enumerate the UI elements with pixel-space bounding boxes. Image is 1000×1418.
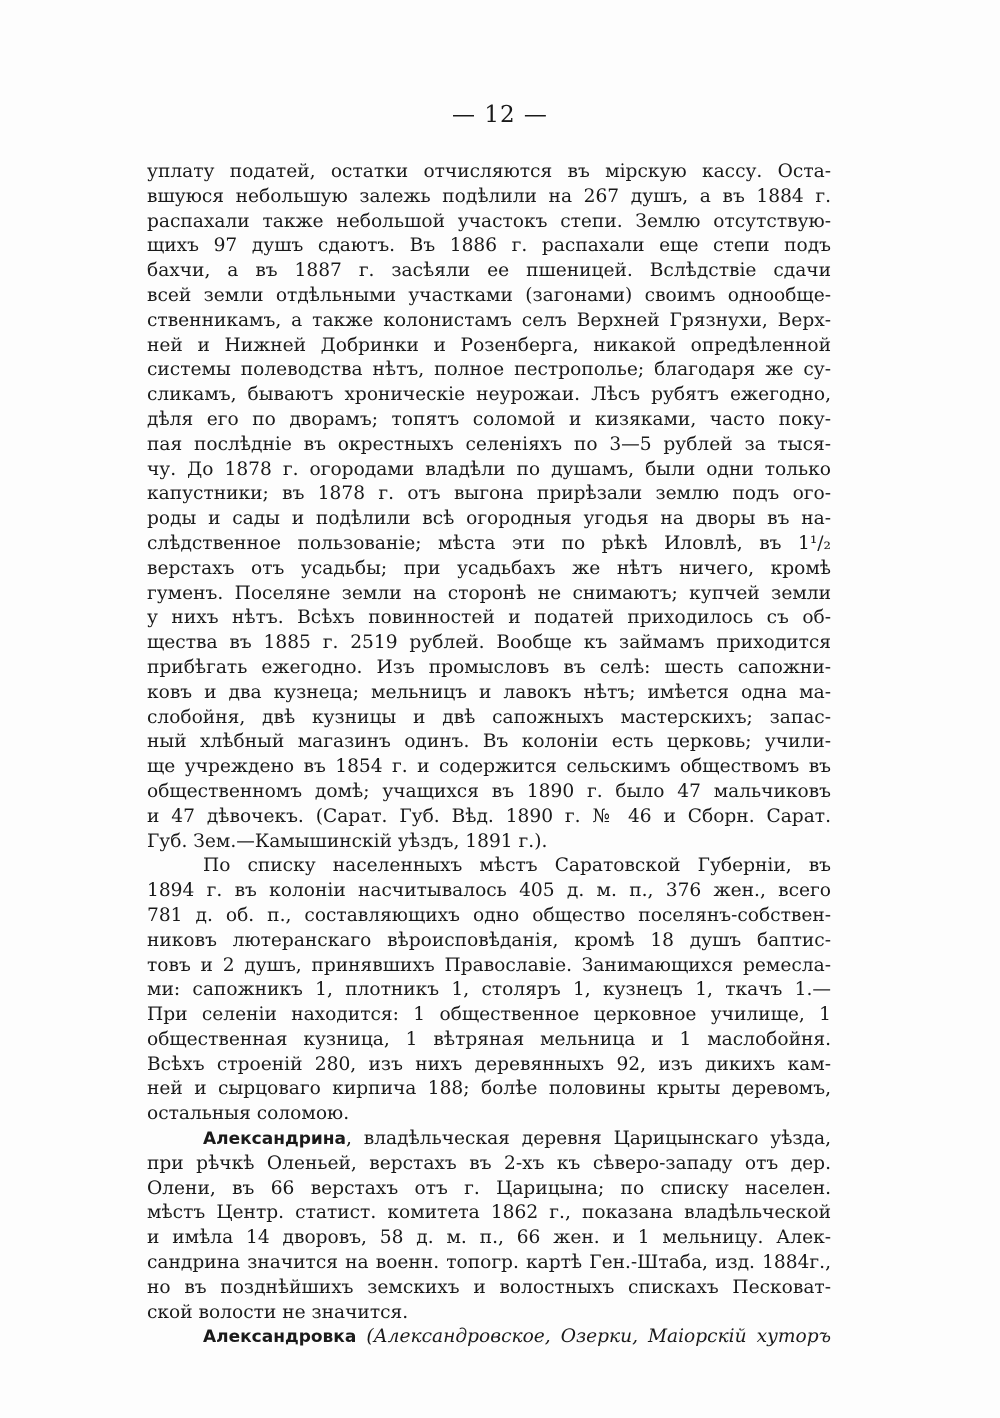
text-line: 781 д. об. п., составляющихъ одно общество поселянъ-собствен- (147, 904, 831, 926)
paragraph-4-entry-aleksandrovka (147, 1325, 831, 1350)
text-line: щихъ 97 душъ сдаютъ. Въ 1886 г. распахали еще степи подъ (147, 235, 831, 257)
text-line: пая послѣдніе въ окрестныхъ селеніяхъ по 3—5 рублей за тыся- (147, 433, 831, 455)
text-line: ще учреждено въ 1854 г. и содержится сельскимъ обществомъ въ (147, 756, 831, 778)
text-line: ковъ и два кузнеца; мельницъ и лавокъ нѣтъ; имѣется одна ма- (147, 681, 831, 703)
text-line-entry-head (147, 1325, 831, 1350)
text-line: дѣля его по дворамъ; топятъ соломой и кизяками, часто поку- (147, 408, 831, 430)
text-line: Всѣхъ строеній 280, изъ нихъ деревянныхъ 92, изъ дикихъ кам- (147, 1053, 831, 1075)
text-line: и 47 дѣвочекъ. (Сарат. Губ. Вѣд. 1890 г. № 46 и Сборн. Сарат. (147, 805, 831, 827)
text-line: ственникамъ, а также колонистамъ селъ Верхней Грязнухи, Верх- (147, 309, 831, 331)
page-number: — 12 — (452, 102, 548, 128)
text-line: бахчи, а въ 1887 г. засѣяли ее пшеницей. Вслѣдствіе сдачи (147, 260, 831, 282)
text-line: у нихъ нѣтъ. Всѣхъ повинностей и податей приходилось съ об- (147, 607, 831, 629)
text-line: капустники; въ 1878 г. отъ выгона прирѣзали землю подъ ого- (147, 483, 831, 505)
text-line: слобойня, двѣ кузницы и двѣ сапожныхъ мастерскихъ; запас- (147, 706, 831, 728)
text-line: остальныя соломою. (147, 1103, 350, 1125)
entry-alt-names: (Александровское, Озерки, Маіорскій хуторъ (366, 1326, 831, 1348)
text-line: ской волости не значится. (147, 1301, 409, 1323)
text-line: ный хлѣбный магазинъ одинъ. Въ колоніи есть церковь; учили- (147, 731, 831, 753)
text-line: уплату податей, остатки отчисляются въ мірскую кассу. Оста- (147, 161, 831, 182)
text-line: общественная кузница, 1 вѣтряная мельница и 1 маслобойня. (147, 1028, 831, 1050)
text-line: гуменъ. Поселяне земли на сторонѣ не снимаютъ; купчей земли (147, 582, 831, 604)
text-line: при рѣчкѣ Оленьей, верстахъ въ 2-хъ къ сѣверо-западу отъ дер. (147, 1152, 831, 1174)
text-line: ней и сырцоваго кирпича 188; болѣе половины крыты деревомъ, (147, 1078, 831, 1100)
text-line: По списку населенныхъ мѣстъ Саратовской Губерніи, въ (203, 855, 831, 877)
text-line: Губ. Зем.—Камышинскій уѣздъ, 1891 г.). (147, 830, 548, 852)
text-line: При селеніи находится: 1 общественное церковное училище, 1 (147, 1004, 831, 1026)
text-line: верстахъ отъ усадьбы; при усадьбахъ же нѣтъ ничего, кромѣ (147, 557, 831, 579)
paragraph-2 (147, 854, 831, 1127)
text-line: никовъ лютеранскаго вѣроисповѣданія, кромѣ 18 душъ баптис- (147, 929, 831, 951)
text-line: и имѣла 14 дворовъ, 58 д. м. п., 66 жен. и 1 мельницу. Алек- (147, 1227, 831, 1249)
text-line: системы полеводства нѣтъ, полное пестрополье; благодаря же су- (147, 359, 831, 381)
body-text (147, 160, 831, 1350)
text-line: слѣдственное пользованіе; мѣста эти по рѣкѣ Иловлѣ, въ 1¹/₂ (147, 532, 831, 554)
paragraph-1 (147, 160, 831, 854)
paragraph-3-entry-aleksandrina (147, 1127, 831, 1325)
text-line: чу. До 1878 г. огородами владѣли по душамъ, были одни только (147, 458, 831, 480)
text-line: Олени, въ 66 верстахъ отъ г. Царицына; по списку населен. (147, 1177, 831, 1199)
text-line: но въ позднѣйшихъ земскихъ и волостныхъ спискахъ Песковат- (147, 1276, 831, 1298)
text-line: общественномъ домѣ; учащихся въ 1890 г. было 47 мальчиковъ (147, 780, 831, 802)
entry-headword: Александрина (203, 1129, 346, 1150)
text-line: прибѣгать ежегодно. Изъ промысловъ въ селѣ: шесть сапожни- (147, 656, 831, 678)
entry-headword: Александровка (203, 1327, 357, 1348)
text-line: вшуюся небольшую залежь подѣлили на 267 душъ, а въ 1884 г. (147, 185, 831, 207)
text-line: 1894 г. въ колоніи насчитывалось 405 д. м. п., 376 жен., всего (147, 880, 831, 902)
text-line: сандрина значится на военн. топогр. картѣ Ген.-Штаба, изд. 1884г., (147, 1252, 831, 1274)
entry-head-rest: , владѣльческая деревня Царицынскаго уѣзда, (346, 1128, 831, 1150)
text-line: ней и Нижней Добринки и Розенберга, никакой опредѣленной (147, 334, 831, 356)
text-line: сликамъ, бываютъ хроническіе неурожаи. Лѣсъ рубятъ ежегодно, (147, 384, 831, 406)
text-line: распахали также небольшой участокъ степи. Землю отсутствую- (147, 210, 831, 232)
text-line: мѣстъ Центр. статист. комитета 1862 г., показана владѣльческой (147, 1202, 831, 1224)
text-line-entry-head (147, 1127, 831, 1152)
text-line: щества въ 1885 г. 2519 рублей. Вообще къ займамъ приходится (147, 632, 831, 654)
text-line: ми: сапожникъ 1, плотникъ 1, столяръ 1, кузнецъ 1, ткачъ 1.— (147, 979, 831, 1001)
text-line: всей земли отдѣльными участками (загонами) своимъ однообще- (147, 284, 831, 306)
text-line: роды и сады и подѣлили всѣ огородныя угодья на дворы въ на- (147, 508, 831, 530)
text-line: товъ и 2 душъ, принявшихъ Православіе. Занимающихся ремесла- (147, 954, 831, 976)
